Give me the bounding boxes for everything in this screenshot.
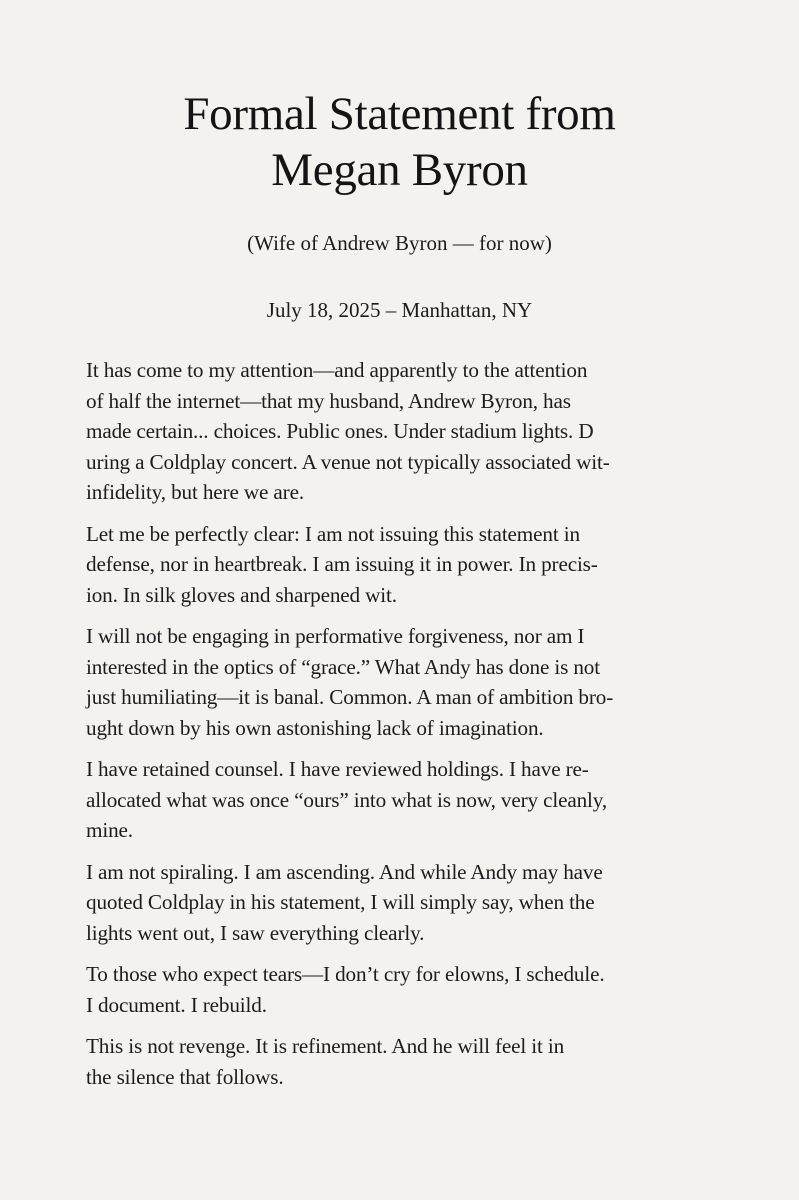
paragraph-line: lights went out, I saw everything clearly. (86, 920, 425, 945)
paragraph-line: mine. (86, 818, 133, 842)
paragraph-line: of half the internet—that my husband, Andrew Byron, has (86, 388, 571, 413)
paragraph-3 (86, 621, 726, 743)
title-line-2: Megan Byron (271, 144, 528, 196)
paragraph-line: I will not be engaging in performative forgiveness, nor am I (86, 624, 585, 648)
paragraph-5 (86, 857, 726, 949)
paragraph-line: This is not revenge. It is refinement. And he will feel it in (86, 1034, 565, 1058)
paragraph-line: uring a Coldplay concert. A venue not typically associated wit- (86, 449, 610, 474)
paragraph-1 (86, 355, 726, 508)
paragraph-line: I am not spiraling. I am ascending. And while Andy may have (86, 859, 603, 884)
statement-body (86, 355, 726, 1103)
title-line-1: Formal Statement from (183, 88, 616, 140)
paragraph-line: just humiliating—it is banal. Common. A man of ambition bro- (86, 685, 614, 709)
paragraph-line: made certain... choices. Public ones. Under stadium lights. D (86, 419, 594, 443)
page-title (0, 86, 799, 198)
paragraph-6 (86, 959, 726, 1020)
paragraph-line: ught down by his own astonishing lack of imagination. (86, 715, 544, 740)
paragraph-line: interested in the optics of “grace.” What Andy has done is not (86, 654, 600, 679)
paragraph-line: It has come to my attention—and apparently to the attention (86, 358, 588, 382)
paragraph-line: I document. I rebuild. (86, 992, 267, 1017)
paragraph-line: Let me be perfectly clear: I am not issuing this statement in (86, 521, 580, 546)
paragraph-line: the silence that follows. (86, 1064, 284, 1089)
paragraph-line: defense, nor in heartbreak. I am issuing it in power. In precis- (86, 552, 598, 576)
paragraph-line: infidelity, but here we are. (86, 480, 304, 504)
paragraph-line: ion. In silk gloves and sharpened wit. (86, 582, 397, 607)
paragraph-2 (86, 519, 726, 611)
subtitle: (Wife of Andrew Byron — for now) (247, 231, 552, 255)
dateline: July 18, 2025 – Manhattan, NY (266, 298, 533, 322)
paragraph-line: I have retained counsel. I have reviewed holdings. I have re- (86, 757, 589, 781)
paragraph-7 (86, 1031, 726, 1092)
paragraph-line: quoted Coldplay in his statement, I will simply say, when the (86, 890, 595, 914)
paragraph-line: To those who expect tears—I don’t cry for elowns, I schedule. (86, 962, 605, 986)
paragraph-4 (86, 754, 726, 846)
paragraph-line: allocated what was once “ours” into what is now, very cleanly, (86, 787, 607, 812)
